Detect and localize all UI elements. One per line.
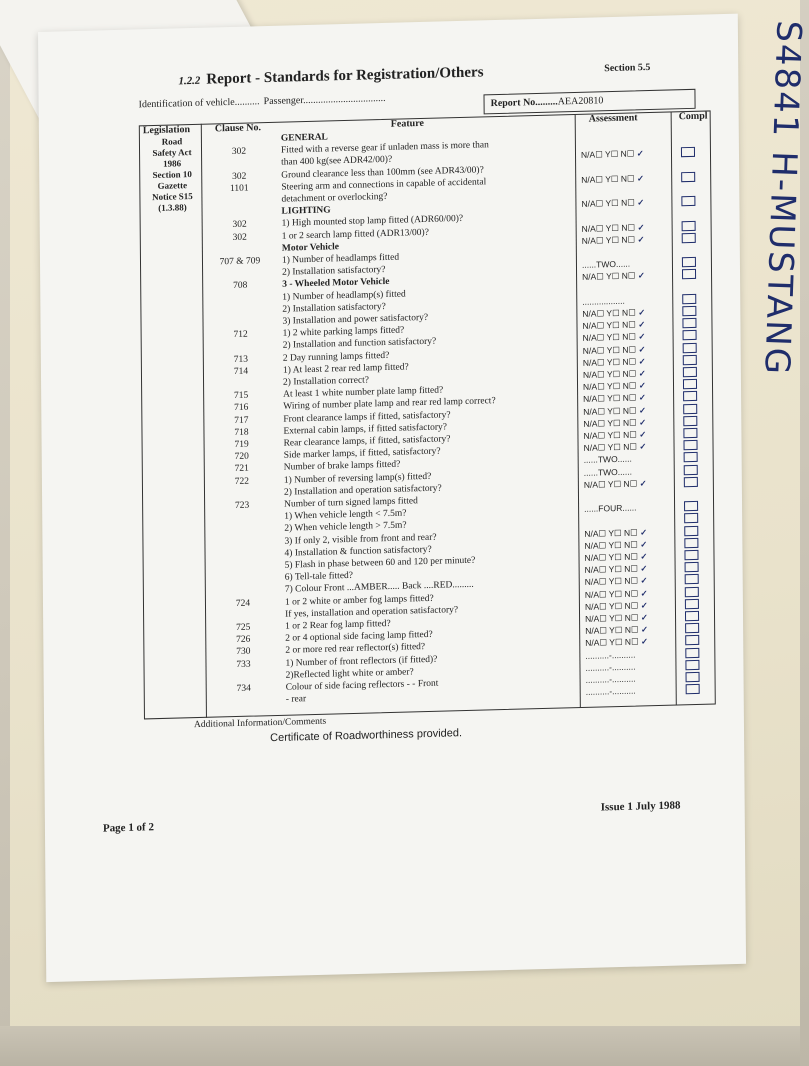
clause-number: 717 (234, 415, 249, 426)
compliance-checkbox (685, 599, 699, 609)
check-mark-icon: ✓ (636, 429, 647, 440)
assessment-options: N/A☐ Y☐ N☐ ✓ (585, 636, 649, 649)
compliance-checkbox (683, 416, 697, 426)
clause-number: 1101 (229, 183, 249, 194)
legislation-reference (143, 136, 202, 215)
legislation-line: Gazette (157, 180, 188, 191)
clause-number: 718 (234, 427, 249, 438)
compliance-checkbox (683, 355, 697, 365)
legislation-line: Road (161, 136, 183, 147)
header-feature: Feature (390, 117, 424, 130)
report-no-label: Report No. (490, 96, 538, 110)
compliance-checkbox (685, 562, 699, 572)
check-mark-icon: ✓ (637, 563, 648, 574)
compliance-checkbox (684, 525, 698, 535)
assessment-options: N/A☐ Y☐ N☐ ✓ (581, 233, 645, 246)
clause-number: 712 (233, 329, 248, 341)
assessment-options: N/A☐ Y☐ N☐ ✓ (580, 148, 644, 161)
feature-text: 1) When vehicle length < 7.5m? (284, 508, 407, 522)
compliance-checkbox (685, 611, 699, 621)
compliance-checkbox (683, 342, 697, 352)
check-mark-icon: ✓ (635, 319, 646, 330)
assessment-options: N/A☐ Y☐ N☐ ✓ (582, 307, 646, 319)
assessment-options: N/A☐ Y☐ N☐ ✓ (585, 624, 649, 637)
compliance-checkbox (685, 623, 699, 633)
feature-text: 2) When vehicle length > 7.5m? (284, 520, 407, 535)
legislation-line: Safety Act (152, 147, 192, 159)
clause-number: 722 (234, 476, 250, 487)
legislation-line: Section 10 (152, 169, 192, 181)
document-title (178, 64, 483, 89)
header-legislation: Legislation (142, 124, 191, 137)
compliance-checkbox (684, 550, 698, 560)
additional-info-label: Additional Information/Comments (193, 716, 327, 731)
assessment-options: N/A☐ Y☐ N☐ ✓ (583, 392, 647, 405)
assessment-options: N/A☐ Y☐ N☐ ✓ (582, 368, 646, 380)
feature-text: 7) Colour Front ...AMBER..... Back ....RED......... (284, 580, 474, 596)
feature-text: 2) Installation satisfactory? (282, 301, 386, 315)
compliance-checkbox (682, 220, 696, 230)
feature-text: Fitted with a reverse gear if unladen mass is more than (280, 140, 489, 156)
compliance-checkbox (682, 233, 696, 243)
feature-text: 2 or more red rear reflector(s) fitted? (285, 642, 426, 657)
check-mark-icon: ✓ (636, 343, 646, 355)
compliance-checkbox (685, 635, 699, 645)
assessment-options: N/A☐ Y☐ N☐ ✓ (583, 441, 647, 454)
check-mark-icon: ✓ (638, 600, 648, 611)
check-mark-icon: ✓ (638, 587, 648, 599)
assessment-options: N/A☐ Y☐ N☐ ✓ (584, 526, 648, 539)
compliance-checkbox (684, 538, 698, 548)
compliance-checkbox (684, 452, 698, 462)
feature-text: detachment or overlocking? (281, 191, 388, 205)
issue-date: Issue 1 July 1988 (600, 799, 681, 814)
feature-text: If yes, installation and operation satisfactory? (285, 604, 459, 620)
compliance-checkbox (686, 672, 700, 682)
compliance-checkbox (683, 391, 697, 401)
check-mark-icon: ✓ (635, 270, 646, 281)
feature-text: - rear (285, 694, 307, 705)
check-mark-icon: ✓ (637, 551, 648, 562)
check-mark-icon: ✓ (637, 539, 648, 550)
check-mark-icon: ✓ (638, 624, 649, 635)
legislation-line: Notice S15 (152, 191, 193, 203)
assessment-options: N/A☐ Y☐ N☐ ✓ (583, 478, 647, 490)
folder-edge (0, 1026, 800, 1066)
assessment-options: N/A☐ Y☐ N☐ ✓ (582, 343, 646, 356)
feature-text: 3 - Wheeled Motor Vehicle (282, 277, 390, 291)
assessment-options: ..........-.......... (585, 661, 636, 673)
feature-text: 1) Number of reversing lamp(s) fitted? (283, 471, 432, 486)
feature-text: 1 or 2 Rear fog lamp fitted? (285, 618, 391, 632)
compliance-checkbox (686, 684, 700, 694)
feature-text: 6) Tell-tale fitted? (284, 571, 354, 583)
feature-text: 1) Number of headlamps fitted (281, 252, 400, 266)
feature-text: Number of brake lamps fitted? (283, 460, 401, 474)
compliance-checkbox (683, 379, 697, 389)
clause-number: 302 (231, 146, 247, 158)
feature-text: 2) Installation correct? (282, 375, 370, 388)
clause-number: 302 (232, 232, 247, 243)
feature-text: External cabin lamps, if fitted satisfactory? (283, 422, 448, 437)
compliance-checkbox (682, 318, 696, 328)
check-mark-icon: ✓ (636, 417, 647, 428)
feature-text: 1) At least 2 rear red lamp fitted? (282, 362, 409, 376)
check-mark-icon: ✓ (635, 331, 646, 342)
feature-text: 1) High mounted stop lamp fitted (ADR60/00)? (281, 214, 464, 230)
header-compl: Compl (678, 110, 708, 123)
title-text: Report - Standards for Registration/Others (206, 64, 484, 88)
assessment-options: N/A☐ Y☐ N☐ ✓ (585, 612, 648, 624)
assessment-options: N/A☐ Y☐ N☐ ✓ (584, 563, 648, 576)
identification-value: Passenger (263, 95, 304, 108)
assessment-options: N/A☐ Y☐ N☐ ✓ (582, 380, 646, 393)
feature-text: 3) If only 2, visible from front and rear? (284, 532, 437, 547)
compliance-checkbox (685, 586, 699, 596)
feature-text: Motor Vehicle (281, 241, 339, 254)
assessment-options: ......TWO...... (581, 258, 631, 271)
assessment-options: ......TWO...... (583, 466, 632, 478)
clause-number: 730 (236, 647, 251, 658)
feature-text: At least 1 white number plate lamp fitted? (283, 385, 444, 400)
check-mark-icon: ✓ (638, 612, 648, 623)
compliance-checkbox (682, 306, 696, 316)
handwritten-note: S4841 H-MUSTANG (756, 19, 809, 377)
report-number-box: Report No.........AEA20810 (483, 89, 695, 115)
identification-label: Identification of vehicle (138, 96, 235, 111)
check-mark-icon: ✓ (638, 575, 648, 586)
assessment-options: ......TWO...... (583, 453, 632, 466)
clause-number: 721 (234, 464, 249, 475)
compliance-checkbox (681, 147, 695, 157)
assessment-options: N/A☐ Y☐ N☐ ✓ (582, 331, 646, 344)
assessment-options: N/A☐ Y☐ N☐ ✓ (582, 270, 646, 283)
feature-text: Wiring of number plate lamp and rear red lamp correct? (283, 396, 496, 413)
compliance-checkbox (681, 172, 695, 182)
clause-number: 723 (234, 500, 250, 512)
assessment-options: ..........-.......... (585, 685, 636, 698)
clause-number: 725 (236, 622, 251, 634)
feature-text: LIGHTING (281, 205, 331, 217)
check-mark-icon: ✓ (636, 441, 647, 452)
feature-text: Colour of side facing reflectors - - Front (285, 678, 439, 693)
clause-number: 715 (233, 390, 249, 402)
clause-number: 707 & 709 (219, 256, 261, 268)
clause-number: 302 (232, 219, 247, 231)
compliance-checkbox (685, 647, 699, 657)
feature-text: 2 Day running lamps fitted? (282, 350, 390, 364)
assessment-options: .................. (582, 295, 625, 307)
compliance-checkbox (685, 574, 699, 584)
feature-text: GENERAL (280, 132, 328, 144)
feature-text: 1 or 2 search lamp fitted (ADR13/00)? (281, 227, 429, 242)
feature-text: 2) Installation and operation satisfactory? (283, 483, 442, 498)
header-assessment: Assessment (588, 112, 638, 125)
check-mark-icon: ✓ (635, 221, 645, 233)
compliance-checkbox (682, 257, 696, 267)
compliance-checkbox (685, 660, 699, 670)
compliance-checkbox (684, 501, 698, 511)
feature-text: 4) Installation & function satisfactory? (284, 544, 432, 559)
compliance-checkbox (683, 440, 697, 450)
feature-text: 2 or 4 optional side facing lamp fitted? (285, 630, 433, 644)
check-mark-icon: ✓ (638, 636, 649, 647)
feature-text: Rear clearance lamps, if fitted, satisfactory? (283, 434, 451, 449)
compliance-checkbox (684, 513, 698, 523)
inspection-report-sheet (38, 14, 746, 982)
assessment-options: N/A☐ Y☐ N☐ ✓ (583, 404, 647, 417)
check-mark-icon: ✓ (636, 368, 646, 379)
check-mark-icon: ✓ (634, 197, 645, 208)
compliance-checkbox (684, 464, 698, 474)
assessment-options: N/A☐ Y☐ N☐ ✓ (582, 356, 646, 368)
vehicle-identification: Identification of vehicle.......... Passenger................................. (138, 92, 386, 111)
feature-text: 1) 2 white parking lamps fitted? (282, 325, 405, 339)
clause-number: 726 (236, 634, 251, 646)
section-number: Section 5.5 (604, 61, 651, 75)
feature-text: Number of turn signed lamps fitted (284, 496, 418, 510)
feature-text: 2)Reflected light white or amber? (285, 667, 414, 681)
certificate-comment: Certificate of Roadworthiness provided. (270, 727, 463, 745)
check-mark-icon: ✓ (634, 172, 645, 184)
check-mark-icon: ✓ (636, 404, 647, 416)
feature-text: Front clearance lamps if fitted, satisfactory? (283, 409, 451, 425)
compliance-checkbox (682, 269, 696, 279)
assessment-options: N/A☐ Y☐ N☐ ✓ (581, 172, 645, 185)
clause-number: 708 (233, 280, 248, 292)
header-clause: Clause No. (214, 122, 261, 135)
compliance-checkbox (683, 428, 697, 438)
check-mark-icon: ✓ (635, 307, 646, 318)
legislation-line: 1986 (163, 158, 182, 169)
assessment-options: N/A☐ Y☐ N☐ ✓ (581, 221, 645, 234)
check-mark-icon: ✓ (636, 356, 646, 367)
clause-number: 713 (233, 354, 249, 365)
assessment-options: ..........-.......... (585, 673, 636, 685)
assessment-options: N/A☐ Y☐ N☐ ✓ (583, 417, 647, 429)
legislation-line: (1.3.88) (158, 202, 187, 213)
compliance-checkbox (682, 294, 696, 304)
assessment-options: N/A☐ Y☐ N☐ ✓ (584, 587, 648, 600)
assessment-options: N/A☐ Y☐ N☐ ✓ (582, 319, 646, 332)
feature-text: Side marker lamps, if fitted, satisfactory? (283, 446, 441, 461)
clause-number: 733 (236, 659, 251, 670)
feature-text: 2) Installation satisfactory? (282, 265, 386, 278)
clause-number: 720 (234, 451, 249, 463)
feature-text: Ground clearance less than 100mm (see ADR43/00)? (281, 164, 484, 181)
compliance-checkbox (683, 330, 697, 340)
clause-number: 719 (234, 439, 249, 450)
feature-text: 2) Installation and function satisfactory? (282, 337, 437, 352)
assessment-options: ......FOUR...... (584, 502, 637, 515)
check-mark-icon: ✓ (637, 478, 647, 489)
compliance-checkbox (683, 403, 697, 413)
feature-text: than 400 kg(see ADR42/00)? (281, 155, 393, 169)
assessment-options: N/A☐ Y☐ N☐ ✓ (584, 539, 648, 551)
compliance-checkbox (684, 477, 698, 487)
clause-number: 716 (234, 403, 249, 414)
check-mark-icon: ✓ (635, 233, 645, 245)
check-mark-icon: ✓ (637, 526, 648, 538)
page-number: Page 1 of 2 (102, 821, 154, 835)
clause-number: 734 (236, 683, 251, 695)
compliance-checkbox (683, 367, 697, 377)
clause-number: 724 (235, 598, 251, 609)
feature-text: 1) Number of headlamp(s) fitted (282, 289, 406, 303)
feature-text: 5) Flash in phase between 60 and 120 per minute? (284, 555, 476, 571)
feature-text: Steering arm and connections in capable of accidental (281, 177, 487, 193)
title-number: 1.2.2 (178, 74, 201, 88)
assessment-options: N/A☐ Y☐ N☐ ✓ (581, 197, 645, 210)
assessment-options: N/A☐ Y☐ N☐ ✓ (583, 429, 647, 441)
clause-number: 714 (233, 366, 249, 377)
report-no-value: AEA20810 (557, 95, 604, 108)
check-mark-icon: ✓ (636, 392, 647, 403)
feature-text: 1) Number of front reflectors (if fitted)? (285, 654, 438, 669)
check-mark-icon: ✓ (634, 148, 644, 159)
assessment-options: N/A☐ Y☐ N☐ ✓ (584, 600, 648, 612)
check-mark-icon: ✓ (636, 380, 646, 391)
feature-text: 1 or 2 white or amber fog lamps fitted? (284, 593, 434, 608)
assessment-options: ..........-.......... (585, 649, 636, 661)
assessment-options: N/A☐ Y☐ N☐ ✓ (584, 575, 648, 588)
compliance-checkbox (681, 196, 695, 206)
feature-text: 3) Installation and power satisfactory? (282, 312, 429, 327)
assessment-options: N/A☐ Y☐ N☐ ✓ (584, 551, 648, 563)
clause-number: 302 (232, 171, 247, 182)
